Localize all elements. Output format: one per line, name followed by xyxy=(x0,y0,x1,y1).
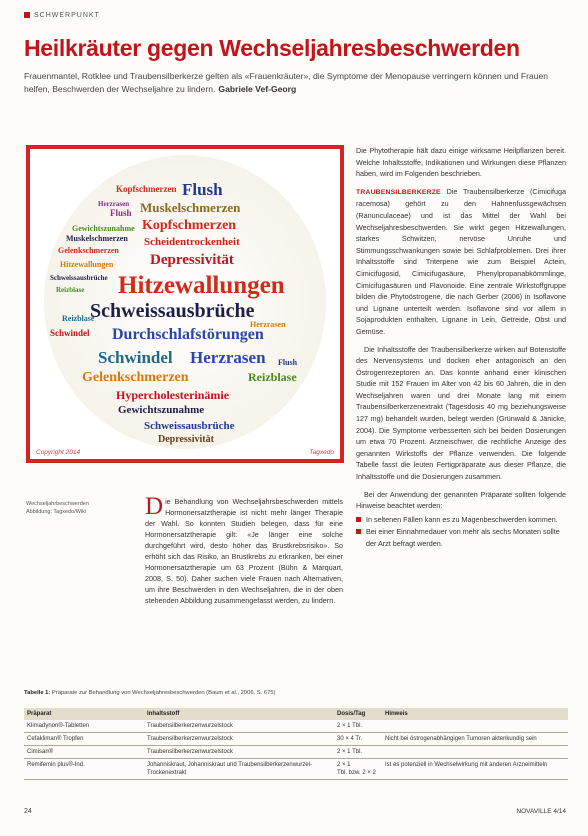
wordcloud-word: Herzrasen xyxy=(98,200,130,208)
wordcloud-word: Kopfschmerzen xyxy=(116,184,177,194)
table-row xyxy=(24,746,568,759)
table-cell xyxy=(382,746,568,759)
table-cell: Traubensilberkerzenwurzelstock xyxy=(144,733,334,746)
wordcloud-word: Flush xyxy=(182,180,223,199)
list-item-text: Bei einer Einnahmedauer von mehr als sechs Monaten sollte der Arzt befragt werden. xyxy=(366,527,560,548)
hint-list xyxy=(356,514,566,550)
wordcloud-word: Gelenkschmerzen xyxy=(58,246,119,255)
table-cell: Traubensilberkerzenwurzelstock xyxy=(144,720,334,733)
table-cell: Traubensilberkerzenwurzelstock xyxy=(144,746,334,759)
column-header: Hinweis xyxy=(382,708,568,720)
table-caption-label: Tabelle 1: xyxy=(24,690,51,696)
table-cell: 2 × 1 Tbl. xyxy=(334,720,382,733)
wordcloud-word: Flush xyxy=(278,358,298,367)
section-label-text: SCHWERPUNKT xyxy=(34,12,100,19)
wordcloud-word: Reizblase xyxy=(56,286,85,294)
wordcloud-word: Scheidentrockenheit xyxy=(144,236,240,248)
right-paragraph-3: Die Inhaltsstoffe der Traubensilberkerze wirken auf Botenstoffe des Nervensystems und docken eher antagonisch an den Östrogenrezeptoren an. Das konnte anhand einer klinischen Studie mit 152 Frauen im Alter von 42 bis 60 Jahren, die in den Wechseljahren waren und drei Monate lang mit einem Traubensilberkerzenextrakt (Tagesdosis 40 mg beziehungsweise 127 mg) behandelt wurden, belegt werden (Grünwald & Jänicke, 2004). Die Symptome verbesserten sich bei beiden Dosierungen um etwa 70 Prozent. Arzneischwer, die rechtliche Anzeige des genannten Wirkstoffs der Pflanze verwenden. Die folgende Tabelle fasst die leuten Fertigpräparate aus dieser Pflanze, die Inhaltsstoffe und die Dosierungen zusammen. xyxy=(356,344,566,482)
table-cell: Remifemin plus®-Ind. xyxy=(24,759,144,780)
image-caption xyxy=(26,500,126,516)
intro-text: ie Behandlung von Wechseljahrsbeschwerden mittels Hormonersatztherapie ist nicht mehr länger Therapie der Wahl. So konnten Studien belegen, dass für eine Hormonersatztherapie gilt: «Je länger eine solche durchgeführt wird, desto höher das Brustkrebsrisiko». So erhöht sich das Risiko, an Brustkrebs zu erkranken, bei einer Hormonersatztherapie um 63 Prozent (Bühn & Marquart, 2008, S. 50). Daher suchen viele Frauen nach Alternativen, um ihre Beschwerden in den Wechseljahren, die in der oben stehenden Abbildung zusammengefasst werden, zu lindern. xyxy=(145,497,343,605)
wordcloud-word: Reizblase xyxy=(62,314,95,323)
page-title: Heilkräuter gegen Wechseljahresbeschwerden xyxy=(24,35,520,61)
table-cell: Cefakliman® Tropfen xyxy=(24,733,144,746)
table-caption-text: Präparate zur Behandlung von Wechseljahresbeschwerden (Baum et al., 2006, S. 675) xyxy=(50,690,276,696)
wordcloud-copyright: Copyright 2014 xyxy=(36,449,81,456)
table-cell: Cimisan® xyxy=(24,746,144,759)
wordcloud-word: Schweissausbrüche xyxy=(50,274,108,282)
bullet-icon xyxy=(356,529,361,534)
section-marker xyxy=(24,12,30,18)
table-header-row xyxy=(24,708,568,720)
table-cell: Johanniskraut, Johanniskraut und Traubensilberkerzenwurzel-Trockenextrakt xyxy=(144,759,334,780)
wordcloud-word: Schweissausbrüche xyxy=(90,300,255,322)
wordcloud-word: Gelenkschmerzen xyxy=(82,370,189,385)
lead-paragraph xyxy=(24,70,564,96)
table-cell: 30 × 4 Tr. xyxy=(334,733,382,746)
intro-column xyxy=(145,493,343,606)
magazine-issue: NOVAVILLE 4/14 xyxy=(516,808,566,815)
wordcloud-word: Herzrasen xyxy=(190,348,266,367)
section-label xyxy=(24,12,100,19)
preparations-table xyxy=(24,708,568,780)
wordcloud-word: Reizblase xyxy=(248,370,297,384)
column-header: Dosis/Tag xyxy=(334,708,382,720)
wordcloud-image xyxy=(26,145,344,463)
subheading-traubensilberkerze: TRAUBENSILBERKERZE xyxy=(356,188,441,196)
wordcloud-word: Depressivität xyxy=(150,252,234,268)
right-paragraph-4: Bei der Anwendung der genannten Präparate sollten folgende Hinweise beachtet werden: xyxy=(356,489,566,511)
wordcloud-word: Hitzewallungen xyxy=(60,260,114,269)
page-number: 24 xyxy=(24,808,32,815)
column-header: Inhaltsstoff xyxy=(144,708,334,720)
column-header: Präparat xyxy=(24,708,144,720)
wordcloud-word: Muskelschmerzen xyxy=(66,234,128,243)
wordcloud-word: Hitzewallungen xyxy=(118,272,285,299)
table-cell: 2 × 1 Tbl. xyxy=(334,746,382,759)
table-cell: Nicht bei östrogenabhängigen Tumoren aktenkundig sein xyxy=(382,733,568,746)
right-paragraph-1: Die Phytotherapie hält dazu einige wirksame Heilpflanzen bereit. Welche Inhaltsstoffe, Indikationen und Wirkungen diese Pflanzen haben, wird im Folgenden beschrieben. xyxy=(356,146,566,179)
table-row xyxy=(24,733,568,746)
wordcloud-word: Kopfschmerzen xyxy=(142,218,237,233)
list-item xyxy=(356,526,566,549)
dropcap: D xyxy=(145,493,164,520)
image-caption-text: Wechseljahrbeschwerden Abbildung: Tagxedo/Wiki xyxy=(26,501,89,515)
wordcloud-word: Schwindel xyxy=(50,328,90,338)
wordcloud-word: Depressivität xyxy=(158,434,214,445)
wordcloud-word: Flush xyxy=(110,208,132,218)
right-paragraph-2-text: Die Traubensilberkerze (Cimicifuga racemosa) gehört zu den Hahnenfussgewächsen (Ranunculaceae) und ist das Mittel der Wahl bei Wechseljahresbeschwerden. Sie wirkt gegen Hitzewallungen, starkes Schwitzen, nervöse Unruhe und Stimmungsschwankungen sowie bei Schlafproblemen. Drei ihrer Inhaltsstoffe sind Triterpene wie zum Beispiel Actein, Cimicifugosid, Cimicifugasäure, Phenylpropanabkömmlinge, Cimicifugasäuren und Flavonoide. Eine zentrale Wirkstoffgruppe bilden die Phytoöstrogene, die nach Gerber (2006) in Isoflavone und Lignane unterteilt werden. Isoflavone sind vor allem in Sojaprodukten enthalten, Lignane in Lein, Getreide, Obst und Gemüse. xyxy=(356,186,566,336)
wordcloud-word: Durchschlafstörungen xyxy=(112,326,264,343)
bullet-icon xyxy=(356,517,361,522)
right-paragraph-2 xyxy=(356,186,566,338)
right-column xyxy=(356,145,566,551)
wordcloud-word: Muskelschmerzen xyxy=(140,200,241,215)
table-caption xyxy=(24,690,275,696)
wordcloud-word: Schwindel xyxy=(98,348,173,367)
table-row xyxy=(24,720,568,733)
table-cell: Ist es potenziell in Wechselwirkung mit anderen Arzneimitteln xyxy=(382,759,568,780)
wordcloud-signature: Tagxedo xyxy=(309,449,334,456)
author-name: Gabriele Vef-Georg xyxy=(218,84,297,94)
wordcloud-word: Herzrasen xyxy=(250,320,286,329)
list-item xyxy=(356,514,566,526)
table-row xyxy=(24,759,568,780)
lead-text: Frauenmantel, Rotklee und Traubensilberkerze gelten als «Frauenkräuter», die Symptome der Menopause verringern können und Frauen helfen, Beschwerden der Wechseljahre zu lindern. xyxy=(24,71,549,94)
list-item-text: In seltenen Fällen kann es zu Magenbeschwerden kommen. xyxy=(366,514,558,524)
table-cell: Klimadynon®-Tabletten xyxy=(24,720,144,733)
wordcloud-word: Gewichtszunahme xyxy=(118,404,205,416)
wordcloud-word: Hypercholesterinämie xyxy=(116,388,230,402)
table-cell: 2 × 1 Tbl. bzw. 2 × 2 xyxy=(334,759,382,780)
wordcloud-word: Schweissausbrüche xyxy=(144,420,235,432)
table-cell xyxy=(382,720,568,733)
wordcloud-word: Gewichtszunahme xyxy=(72,224,135,233)
